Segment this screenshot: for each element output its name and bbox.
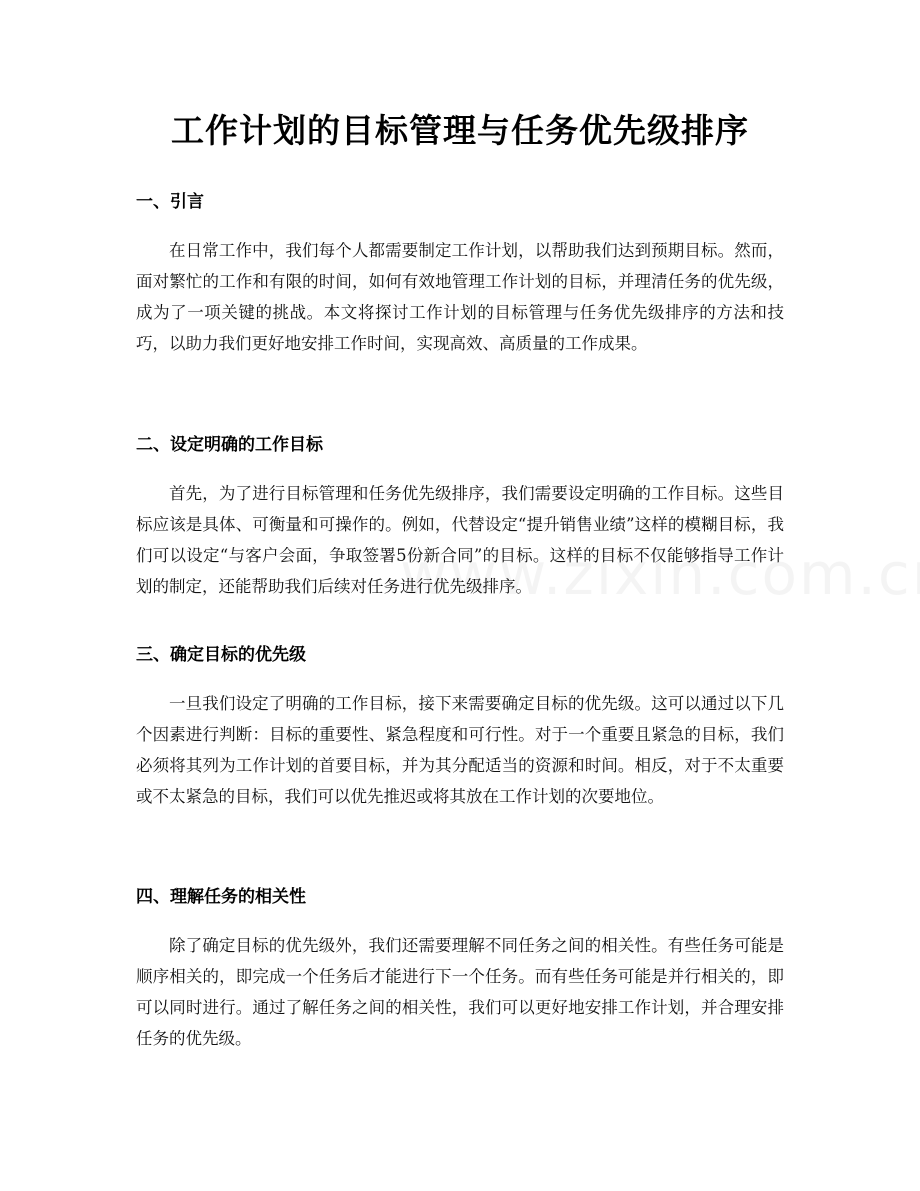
page-title: 工作计划的目标管理与任务优先级排序 <box>171 111 749 150</box>
section-paragraph: 除了确定目标的优先级外，我们还需要理解不同任务之间的相关性。有些任务可能是顺序相关的，即完成一个任务后才能进行下一个任务。而有些任务可能是并行相关的，即可以同时进行。通过了解任务之间的相关性，我们可以更好地安排工作计划，并合理安排任务的优先级。 <box>136 936 784 1048</box>
section-heading: 一、引言 <box>136 192 204 212</box>
section-task-relevance <box>136 885 784 1054</box>
section-set-goals <box>136 433 784 602</box>
section-heading: 四、理解任务的相关性 <box>136 887 306 907</box>
section-paragraph: 在日常工作中，我们每个人都需要制定工作计划，以帮助我们达到预期目标。然而，面对繁忙的工作和有限的时间，如何有效地管理工作计划的目标，并理清任务的优先级，成为了一项关键的挑战。本文将探讨工作计划的目标管理与任务优先级排序的方法和技巧，以助力我们更好地安排工作时间，实现高效、高质量的工作成果。 <box>136 241 784 353</box>
section-heading: 三、确定目标的优先级 <box>136 645 306 665</box>
section-goal-priority <box>136 643 784 812</box>
section-paragraph: 一旦我们设定了明确的工作目标，接下来需要确定目标的优先级。这可以通过以下几个因素进行判断：目标的重要性、紧急程度和可行性。对于一个重要且紧急的目标，我们必须将其列为工作计划的首要目标，并为其分配适当的资源和时间。相反，对于不太重要或不太紧急的目标，我们可以优先推迟或将其放在工作计划的次要地位。 <box>136 694 784 806</box>
section-heading: 二、设定明确的工作目标 <box>136 435 323 455</box>
section-paragraph: 首先，为了进行目标管理和任务优先级排序，我们需要设定明确的工作目标。这些目标应该是具体、可衡量和可操作的。例如，代替设定“提升销售业绩”这样的模糊目标，我们可以设定“与客户会面，争取签署5份新合同”的目标。这样的目标不仅能够指导工作计划的制定，还能帮助我们后续对任务进行优先级排序。 <box>136 484 784 596</box>
section-introduction <box>136 190 784 359</box>
